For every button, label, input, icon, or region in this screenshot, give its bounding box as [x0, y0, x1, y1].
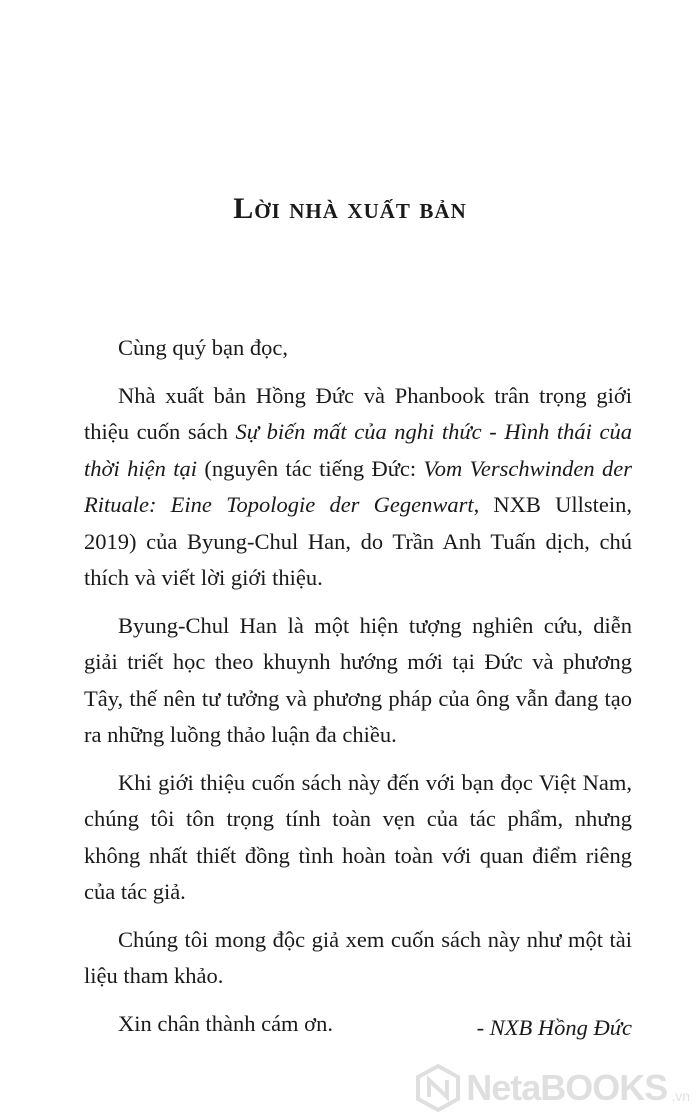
- page-title: Lời nhà xuất bản: [233, 192, 467, 225]
- p1-text-c: (nguyên tác tiếng Đức:: [197, 455, 424, 481]
- paragraph-3: Khi giới thiệu cuốn sách này đến với bạn đọc Việt Nam, chúng tôi tôn trọng tính toàn vẹn của tác phẩm, nhưng không nhất thiết đồng tình hoàn toàn với quan điểm riêng của tác giả.: [84, 769, 632, 904]
- watermark-text: NetaBOOKS: [466, 1067, 668, 1108]
- p1-text-e: , NXB Ullstein, 2019) của Byung-Chul Han, do Trần Anh Tuấn dịch, chú thích và viết lời giới thiệu.: [84, 492, 632, 590]
- paragraph-1: [84, 378, 632, 597]
- paragraph-5: Xin chân thành cám ơn.: [118, 1010, 333, 1036]
- book-title-vi: Sự biến mất của nghi thức - Hình thái của thời hiện tại: [84, 419, 632, 481]
- book-title-de: Vom Verschwinden der Rituale: Eine Topologie der Gegenwart: [84, 455, 632, 517]
- watermark-suffix: .vn: [671, 1088, 690, 1104]
- netabooks-logo-icon: [414, 1064, 462, 1112]
- foreword-body: [84, 330, 632, 1053]
- watermark: [414, 1064, 690, 1112]
- publisher-signature: - NXB Hồng Đức: [476, 1015, 632, 1040]
- paragraph-2: Byung-Chul Han là một hiện tượng nghiên cứu, diễn giải triết học theo khuynh hướng mới tại Đức và phương Tây, thế nên tư tưởng và phương pháp của ông vẫn đang tạo ra những luồng thảo luận đa chiều.: [84, 612, 632, 747]
- greeting: Cùng quý bạn đọc,: [118, 335, 288, 360]
- paragraph-4: Chúng tôi mong độc giả xem cuốn sách này như một tài liệu tham khảo.: [84, 926, 632, 988]
- p1-text-a: Nhà xuất bản Hồng Đức và Phanbook trân trọng giới thiệu cuốn sách: [84, 382, 632, 444]
